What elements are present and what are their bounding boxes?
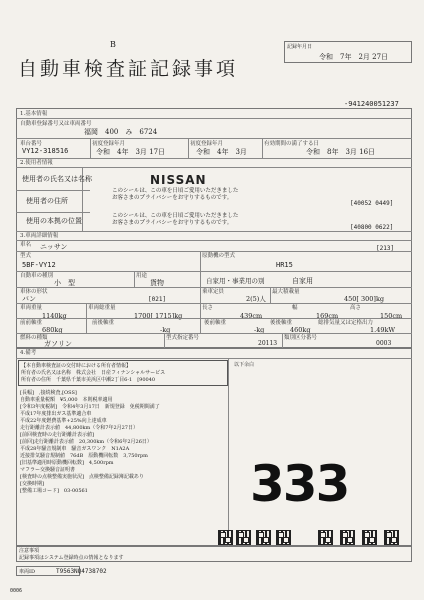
page-title: 自動車検査証記録事項 (18, 58, 239, 80)
remark-line: [交換時期] (20, 481, 44, 487)
gross-value: 1700[ 1715]kg (134, 312, 183, 320)
handwritten-number: 333 (250, 455, 349, 513)
weight-value: 1140kg (42, 312, 67, 320)
header-letter: B (110, 40, 116, 49)
gross-label: 車両総重量 (88, 305, 116, 311)
remark-line: [前回検査時の走行距離計表示値] (20, 432, 94, 438)
qr-code-icon (218, 530, 233, 545)
user-base-label: 使用の本拠の位置 (26, 217, 82, 225)
category-value: 0003 (376, 340, 392, 347)
weight-label: 車両重量 (20, 305, 43, 311)
fuel-value: ガソリン (44, 340, 72, 348)
vehicle-id-label: 車両ID (19, 569, 35, 575)
remark-line: [旧基準適用時原動機回転数] 4,500rpm (20, 460, 114, 466)
front-rear-axle-value: -kg (160, 326, 171, 334)
reg-number-label: 自動車登録番号又は車両番号 (20, 121, 92, 127)
front-rear-axle-label: 前後軸重 (92, 320, 115, 326)
owner-line-3: 所有者の住所 千葉県千葉市美浜区中瀬2丁目6-1 [90040 (21, 377, 156, 383)
first-reg-month-value: 令和 4年 3月 (196, 148, 247, 156)
record-date-box (284, 41, 412, 63)
remark-line: 近接排気騒音規制値 76dB 原動機回転数 3,750rpm (20, 453, 148, 459)
private-label: 自家用・事業用の別 (206, 277, 265, 285)
engine-label: 原動機の型式 (202, 253, 236, 259)
remark-line: [長幅] ,接続検査,[OSS] (20, 390, 77, 396)
capacity-value: 2(5)人 (246, 295, 266, 303)
user-code-2: [40800 0622] (350, 224, 394, 231)
rear-front-axle-value: -kg (254, 326, 265, 334)
owner-info-box (18, 360, 228, 386)
height-value: 150cm (380, 312, 403, 320)
engine-value: HR15 (276, 261, 293, 269)
maker-label: 車名 (20, 242, 32, 248)
user-name-label: 使用者の氏名又は名称 (22, 175, 92, 183)
model-label: 型式 (20, 253, 32, 259)
record-date-label: 記録年月日 (287, 44, 313, 50)
remark-line: [令和3年度税制] 令和4年3月17日 新規登録 免税期間満了 (20, 404, 160, 410)
qr-code-icon (276, 530, 291, 545)
max-load-label: 最大積載量 (272, 289, 300, 295)
user-address-label: 使用者の住所 (26, 197, 68, 205)
privacy-sticker2-line-1: このシールは、この車を日頃ご愛用いただきました (112, 213, 239, 219)
remark-line: 走行距離計表示値 44,800km（令和7年2月27日） (20, 425, 138, 431)
height-label: 高さ (350, 305, 362, 311)
document-number: -941240051237 (344, 100, 399, 108)
section-remarks: 4.備考 (20, 350, 37, 356)
width-value: 169cm (316, 312, 339, 320)
maker-value: ニッサン (40, 243, 68, 251)
nissan-logo: NISSAN (150, 173, 207, 187)
chassis-value: VY12-318516 (22, 147, 69, 155)
type-number-value: 20113 (258, 340, 278, 347)
qr-code-icon (340, 530, 355, 545)
front-front-axle-value: 680kg (42, 326, 63, 334)
section-vehicle: 3.車両詳細情報 (20, 233, 59, 239)
chassis-label: 車台番号 (20, 141, 43, 147)
rear-front-axle-label: 後前軸重 (204, 320, 227, 326)
qr-code-icon (236, 530, 251, 545)
first-reg-value: 令和 4年 3月 17日 (96, 148, 166, 156)
fuel-label: 燃料の種類 (20, 335, 48, 341)
reg-number-value: 福岡 400 み 6724 (84, 128, 158, 136)
first-reg-month-label: 初度登録年月 (190, 141, 224, 147)
body-value: バン (22, 295, 36, 303)
section-basic: 1.基本情報 (20, 111, 48, 117)
remarks-right-heading: 以下余白 (234, 362, 255, 368)
privacy-sticker-line-2: お客さまのプライバシーをお守りするものです。 (112, 195, 233, 201)
length-value: 439cm (240, 312, 263, 320)
qr-code-icon (384, 530, 399, 545)
qr-code-icon (318, 530, 333, 545)
expiry-label: 有効期間の満了する日 (264, 141, 320, 147)
expiry-value: 令和 8年 3月 16日 (306, 148, 376, 156)
front-front-axle-label: 前前軸重 (20, 320, 43, 326)
class-label: 自動車の種別 (20, 273, 54, 279)
qr-code-icon (256, 530, 271, 545)
owner-line-2: 所有者の氏名又は名称 株式会社 日産フィナンシャルサービス (21, 370, 166, 376)
rear-rear-axle-value: 460kg (290, 326, 311, 334)
use-value: 貨物 (150, 279, 164, 287)
remark-line: [検査時の点検整備実施状況] 点検整備記録簿記載あり (20, 474, 144, 480)
vehicle-id-value: T9563NQ4738702 (56, 568, 107, 575)
remark-line: 平成17年度排出ガス基準適合車 (20, 411, 92, 417)
privacy-sticker2-line-2: お客さまのプライバシーをお守りするものです。 (112, 220, 233, 226)
remark-line: 自動車重量税額 ¥5,000 本則税率適用 (20, 397, 113, 403)
displacement-label: 総排気量又は定格出力 (318, 320, 374, 326)
capacity-label: 乗車定員 (202, 289, 225, 295)
notice-label: 注意事項 (19, 548, 40, 554)
remark-line: マフラー交換騒音証明書 (20, 467, 76, 473)
class-value: 小 型 (54, 279, 75, 287)
type-number-label: 型式指定番号 (166, 335, 200, 341)
user-code-1: [40052 0449] (350, 200, 394, 207)
section-user: 2.使用者情報 (20, 160, 53, 166)
privacy-sticker-line-1: このシールは、この車を日頃ご愛用いただきました (112, 188, 239, 194)
body-code: [021] (148, 296, 167, 303)
notice-text: 記録事項はシステム登録時点の情報となります (19, 555, 124, 561)
width-label: 幅 (292, 305, 298, 311)
maker-code: [213] (376, 245, 395, 252)
remark-line: [前回]走行距離計表示値 20,300km（令和6年2月26日） (20, 439, 152, 445)
body-label: 車体の形状 (20, 289, 48, 295)
category-label: 類別区分番号 (284, 335, 318, 341)
displacement-value: 1.49kW (370, 326, 396, 334)
max-load-value: 450[ 300]kg (344, 295, 385, 303)
remark-line: 平成28年騒音規制車 騒音ガスワンク N1A2A (20, 446, 130, 452)
record-date-value: 令和 7年 2月 27日 (319, 53, 389, 61)
private-value: 自家用 (292, 277, 313, 285)
first-reg-label: 初度登録年月 (92, 141, 126, 147)
owner-line-1: 【本自動車検査証の交付時における所有者情報】 (21, 363, 132, 369)
page-code: 0006 (10, 588, 23, 594)
qr-code-icon (362, 530, 377, 545)
rear-rear-axle-label: 後後軸重 (270, 320, 293, 326)
notice-box (16, 546, 412, 562)
length-label: 長さ (202, 305, 214, 311)
use-label: 用途 (136, 273, 148, 279)
model-value: 5BF-VY12 (22, 261, 56, 269)
remark-line: 平成22年度燃費基準+25%向上達成車 (20, 418, 107, 424)
remark-line: [整備工場コード] 03-00561 (20, 488, 88, 494)
